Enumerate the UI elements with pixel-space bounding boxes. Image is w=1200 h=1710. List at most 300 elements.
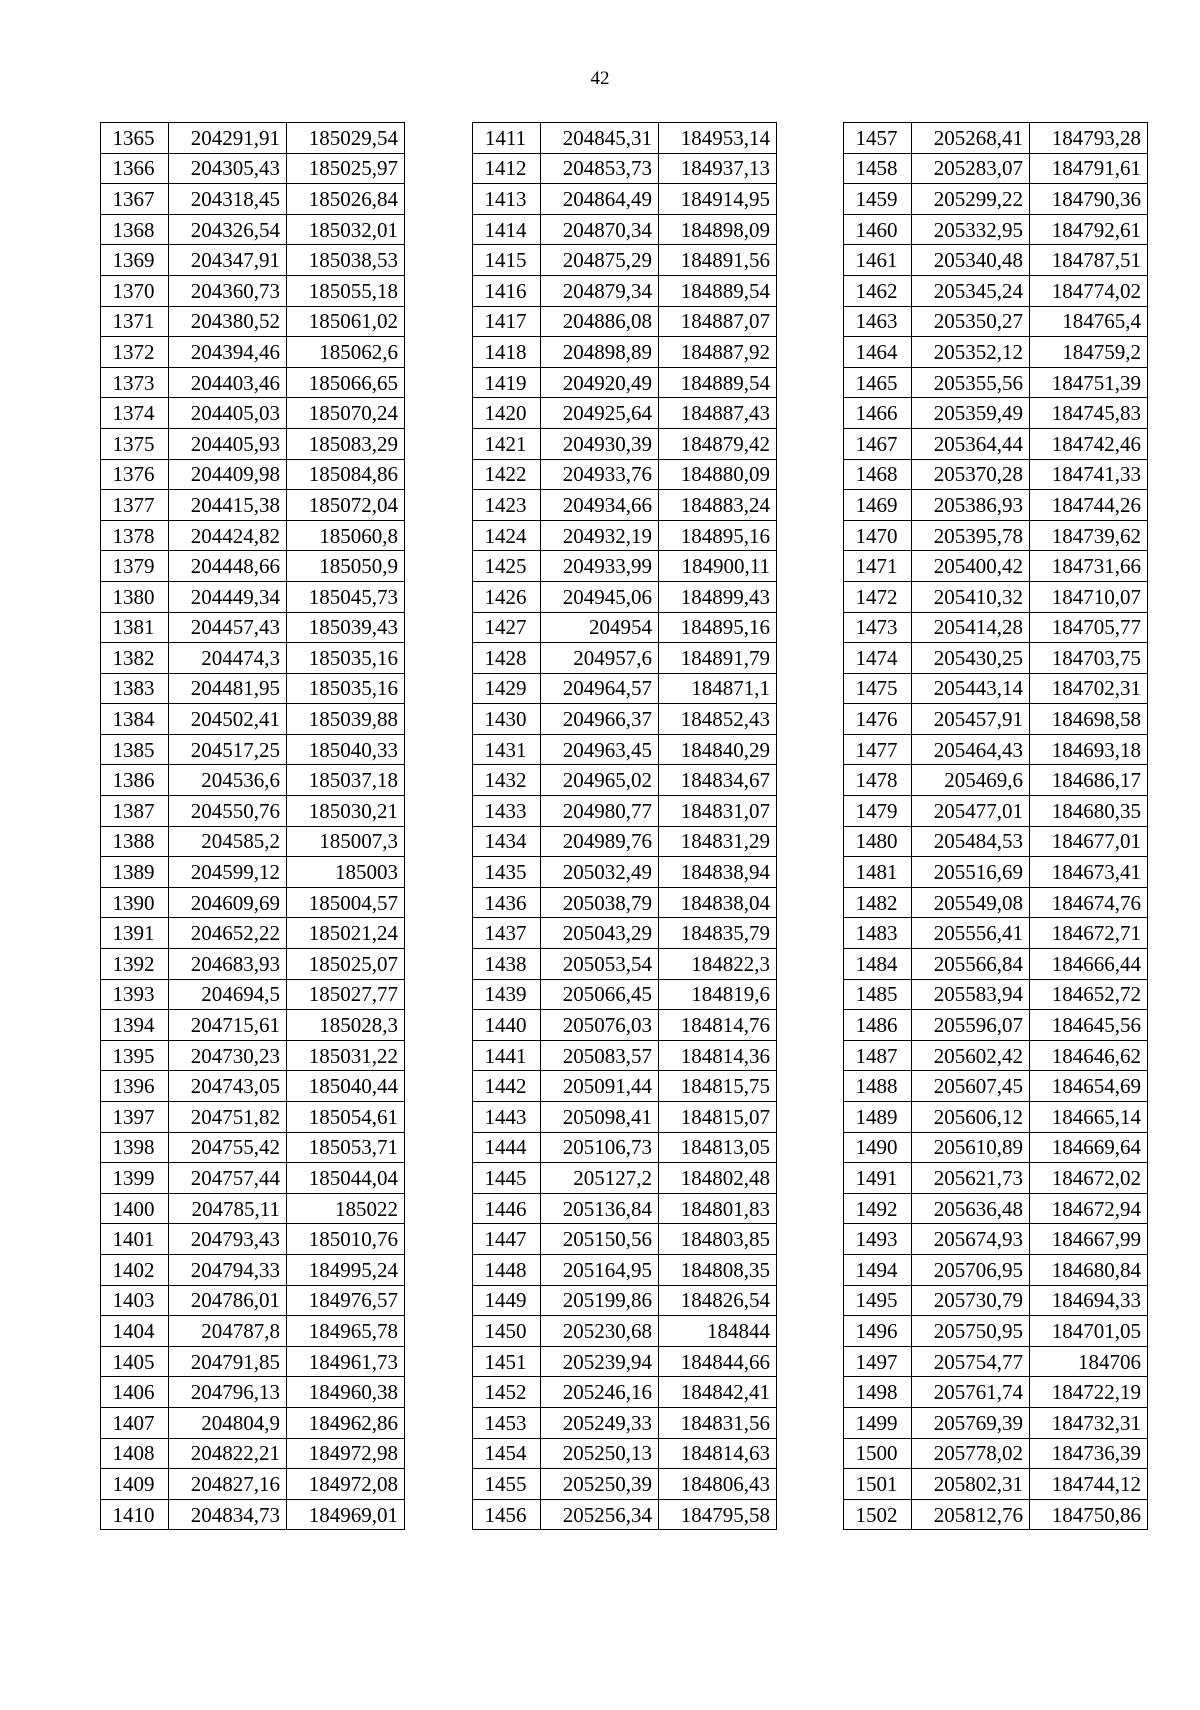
point-number-cell: 1490	[844, 1132, 912, 1163]
y-coordinate-cell: 184744,12	[1030, 1469, 1148, 1500]
x-coordinate-cell: 204517,25	[169, 734, 287, 765]
table-row	[101, 1499, 405, 1530]
y-coordinate-cell: 184871,1	[659, 673, 777, 704]
x-coordinate-cell: 205606,12	[912, 1102, 1030, 1133]
x-coordinate-cell: 204879,34	[541, 275, 659, 306]
table-row	[101, 1132, 405, 1163]
table-row	[844, 581, 1148, 612]
table-row	[473, 123, 777, 154]
table-row	[101, 1316, 405, 1347]
y-coordinate-cell: 185039,43	[287, 612, 405, 643]
x-coordinate-cell: 205674,93	[912, 1224, 1030, 1255]
y-coordinate-cell: 184842,41	[659, 1377, 777, 1408]
point-number-cell: 1486	[844, 1010, 912, 1041]
table-row	[473, 673, 777, 704]
y-coordinate-cell: 185027,77	[287, 979, 405, 1010]
y-coordinate-cell: 184645,56	[1030, 1010, 1148, 1041]
x-coordinate-cell: 204481,95	[169, 673, 287, 704]
point-number-cell: 1476	[844, 704, 912, 735]
table-row	[473, 887, 777, 918]
table-row	[101, 184, 405, 215]
y-coordinate-cell: 185028,3	[287, 1010, 405, 1041]
point-number-cell: 1377	[101, 490, 169, 521]
point-number-cell: 1471	[844, 551, 912, 582]
x-coordinate-cell: 205199,86	[541, 1285, 659, 1316]
y-coordinate-cell: 185026,84	[287, 184, 405, 215]
point-number-cell: 1414	[473, 214, 541, 245]
x-coordinate-cell: 205549,08	[912, 887, 1030, 918]
y-coordinate-cell: 184995,24	[287, 1254, 405, 1285]
table-row	[844, 1407, 1148, 1438]
table-row	[844, 1040, 1148, 1071]
y-coordinate-cell: 184891,79	[659, 643, 777, 674]
y-coordinate-cell: 184706	[1030, 1346, 1148, 1377]
y-coordinate-cell: 184666,44	[1030, 949, 1148, 980]
y-coordinate-cell: 184705,77	[1030, 612, 1148, 643]
y-coordinate-cell: 185004,57	[287, 887, 405, 918]
table-row	[844, 1499, 1148, 1530]
x-coordinate-cell: 205350,27	[912, 306, 1030, 337]
x-coordinate-cell: 205566,84	[912, 949, 1030, 980]
table-row	[473, 796, 777, 827]
point-number-cell: 1487	[844, 1040, 912, 1071]
table-row	[473, 612, 777, 643]
x-coordinate-cell: 205359,49	[912, 398, 1030, 429]
table-row	[101, 581, 405, 612]
table-row	[844, 1132, 1148, 1163]
table-row	[101, 979, 405, 1010]
table-row	[844, 306, 1148, 337]
y-coordinate-cell: 185035,16	[287, 673, 405, 704]
x-coordinate-cell: 205395,78	[912, 520, 1030, 551]
table-row	[844, 337, 1148, 368]
x-coordinate-cell: 204791,85	[169, 1346, 287, 1377]
point-number-cell: 1411	[473, 123, 541, 154]
point-number-cell: 1440	[473, 1010, 541, 1041]
y-coordinate-cell: 184694,33	[1030, 1285, 1148, 1316]
x-coordinate-cell: 204755,42	[169, 1132, 287, 1163]
point-number-cell: 1452	[473, 1377, 541, 1408]
point-number-cell: 1391	[101, 918, 169, 949]
point-number-cell: 1461	[844, 245, 912, 276]
table-row	[473, 245, 777, 276]
x-coordinate-cell: 204694,5	[169, 979, 287, 1010]
point-number-cell: 1408	[101, 1438, 169, 1469]
table-row	[101, 1071, 405, 1102]
point-number-cell: 1496	[844, 1316, 912, 1347]
point-number-cell: 1498	[844, 1377, 912, 1408]
x-coordinate-cell: 204822,21	[169, 1438, 287, 1469]
point-number-cell: 1483	[844, 918, 912, 949]
table-row	[473, 520, 777, 551]
table-row	[101, 643, 405, 674]
table-row	[844, 1346, 1148, 1377]
point-number-cell: 1371	[101, 306, 169, 337]
point-number-cell: 1393	[101, 979, 169, 1010]
point-number-cell: 1484	[844, 949, 912, 980]
y-coordinate-cell: 184953,14	[659, 123, 777, 154]
x-coordinate-cell: 205730,79	[912, 1285, 1030, 1316]
y-coordinate-cell: 184883,24	[659, 490, 777, 521]
table-row	[101, 949, 405, 980]
y-coordinate-cell: 184969,01	[287, 1499, 405, 1530]
point-number-cell: 1376	[101, 459, 169, 490]
x-coordinate-cell: 204305,43	[169, 153, 287, 184]
point-number-cell: 1450	[473, 1316, 541, 1347]
table-row	[101, 398, 405, 429]
y-coordinate-cell: 184844	[659, 1316, 777, 1347]
x-coordinate-cell: 204715,61	[169, 1010, 287, 1041]
x-coordinate-cell: 204804,9	[169, 1407, 287, 1438]
point-number-cell: 1415	[473, 245, 541, 276]
point-number-cell: 1466	[844, 398, 912, 429]
point-number-cell: 1386	[101, 765, 169, 796]
y-coordinate-cell: 184840,29	[659, 734, 777, 765]
table-row	[473, 490, 777, 521]
table-row	[844, 214, 1148, 245]
point-number-cell: 1367	[101, 184, 169, 215]
point-number-cell: 1451	[473, 1346, 541, 1377]
x-coordinate-cell: 204966,37	[541, 704, 659, 735]
y-coordinate-cell: 184898,09	[659, 214, 777, 245]
y-coordinate-cell: 184741,33	[1030, 459, 1148, 490]
table-row	[844, 979, 1148, 1010]
point-number-cell: 1399	[101, 1163, 169, 1194]
point-number-cell: 1387	[101, 796, 169, 827]
table-row	[101, 765, 405, 796]
table-row	[844, 1010, 1148, 1041]
y-coordinate-cell: 184831,56	[659, 1407, 777, 1438]
point-number-cell: 1394	[101, 1010, 169, 1041]
y-coordinate-cell: 184937,13	[659, 153, 777, 184]
point-number-cell: 1419	[473, 367, 541, 398]
y-coordinate-cell: 184665,14	[1030, 1102, 1148, 1133]
table-row	[473, 306, 777, 337]
x-coordinate-cell: 205299,22	[912, 184, 1030, 215]
y-coordinate-cell: 185021,24	[287, 918, 405, 949]
table-row	[844, 949, 1148, 980]
table-row	[473, 153, 777, 184]
x-coordinate-cell: 205098,41	[541, 1102, 659, 1133]
x-coordinate-cell: 204980,77	[541, 796, 659, 827]
coordinates-table-2	[472, 122, 777, 1530]
x-coordinate-cell: 204751,82	[169, 1102, 287, 1133]
table-row	[101, 887, 405, 918]
point-number-cell: 1441	[473, 1040, 541, 1071]
x-coordinate-cell: 204945,06	[541, 581, 659, 612]
y-coordinate-cell: 184972,08	[287, 1469, 405, 1500]
x-coordinate-cell: 204609,69	[169, 887, 287, 918]
point-number-cell: 1478	[844, 765, 912, 796]
table-row	[473, 704, 777, 735]
x-coordinate-cell: 205812,76	[912, 1499, 1030, 1530]
y-coordinate-cell: 184815,07	[659, 1102, 777, 1133]
y-coordinate-cell: 184806,43	[659, 1469, 777, 1500]
point-number-cell: 1432	[473, 765, 541, 796]
point-number-cell: 1405	[101, 1346, 169, 1377]
x-coordinate-cell: 205443,14	[912, 673, 1030, 704]
point-number-cell: 1398	[101, 1132, 169, 1163]
x-coordinate-cell: 204793,43	[169, 1224, 287, 1255]
table-row	[101, 734, 405, 765]
table-row	[844, 153, 1148, 184]
table-row	[473, 459, 777, 490]
table-row	[473, 1010, 777, 1041]
page-number: 42	[590, 68, 610, 89]
x-coordinate-cell: 205607,45	[912, 1071, 1030, 1102]
point-number-cell: 1502	[844, 1499, 912, 1530]
table-row	[101, 1224, 405, 1255]
y-coordinate-cell: 184801,83	[659, 1193, 777, 1224]
y-coordinate-cell: 184813,05	[659, 1132, 777, 1163]
point-number-cell: 1449	[473, 1285, 541, 1316]
x-coordinate-cell: 204834,73	[169, 1499, 287, 1530]
point-number-cell: 1453	[473, 1407, 541, 1438]
x-coordinate-cell: 205754,77	[912, 1346, 1030, 1377]
x-coordinate-cell: 205769,39	[912, 1407, 1030, 1438]
y-coordinate-cell: 184774,02	[1030, 275, 1148, 306]
table-row	[101, 1469, 405, 1500]
table-row	[844, 643, 1148, 674]
y-coordinate-cell: 185084,86	[287, 459, 405, 490]
point-number-cell: 1474	[844, 643, 912, 674]
x-coordinate-cell: 205400,42	[912, 551, 1030, 582]
point-number-cell: 1416	[473, 275, 541, 306]
y-coordinate-cell: 184751,39	[1030, 367, 1148, 398]
x-coordinate-cell: 204957,6	[541, 643, 659, 674]
point-number-cell: 1501	[844, 1469, 912, 1500]
x-coordinate-cell: 205239,94	[541, 1346, 659, 1377]
table-row	[101, 490, 405, 521]
point-number-cell: 1462	[844, 275, 912, 306]
y-coordinate-cell: 184838,04	[659, 887, 777, 918]
x-coordinate-cell: 204326,54	[169, 214, 287, 245]
x-coordinate-cell: 205256,34	[541, 1499, 659, 1530]
y-coordinate-cell: 184972,98	[287, 1438, 405, 1469]
x-coordinate-cell: 205516,69	[912, 857, 1030, 888]
point-number-cell: 1423	[473, 490, 541, 521]
y-coordinate-cell: 184834,67	[659, 765, 777, 796]
point-number-cell: 1445	[473, 1163, 541, 1194]
y-coordinate-cell: 184791,61	[1030, 153, 1148, 184]
point-number-cell: 1458	[844, 153, 912, 184]
point-number-cell: 1467	[844, 428, 912, 459]
y-coordinate-cell: 184672,71	[1030, 918, 1148, 949]
x-coordinate-cell: 205249,33	[541, 1407, 659, 1438]
x-coordinate-cell: 204449,34	[169, 581, 287, 612]
point-number-cell: 1448	[473, 1254, 541, 1285]
point-number-cell: 1424	[473, 520, 541, 551]
y-coordinate-cell: 184744,26	[1030, 490, 1148, 521]
x-coordinate-cell: 204683,93	[169, 949, 287, 980]
x-coordinate-cell: 204360,73	[169, 275, 287, 306]
table-row	[101, 1346, 405, 1377]
x-coordinate-cell: 205053,54	[541, 949, 659, 980]
y-coordinate-cell: 185066,65	[287, 367, 405, 398]
x-coordinate-cell: 204925,64	[541, 398, 659, 429]
point-number-cell: 1442	[473, 1071, 541, 1102]
x-coordinate-cell: 204786,01	[169, 1285, 287, 1316]
point-number-cell: 1435	[473, 857, 541, 888]
table-row	[473, 1469, 777, 1500]
table-row	[844, 459, 1148, 490]
y-coordinate-cell: 184838,94	[659, 857, 777, 888]
x-coordinate-cell: 204599,12	[169, 857, 287, 888]
table-row	[473, 1407, 777, 1438]
x-coordinate-cell: 205283,07	[912, 153, 1030, 184]
point-number-cell: 1495	[844, 1285, 912, 1316]
table-row	[844, 1102, 1148, 1133]
table-row	[473, 918, 777, 949]
x-coordinate-cell: 204845,31	[541, 123, 659, 154]
x-coordinate-cell: 204932,19	[541, 520, 659, 551]
y-coordinate-cell: 184674,76	[1030, 887, 1148, 918]
y-coordinate-cell: 184895,16	[659, 520, 777, 551]
point-number-cell: 1437	[473, 918, 541, 949]
table-row	[473, 1071, 777, 1102]
point-number-cell: 1417	[473, 306, 541, 337]
point-number-cell: 1470	[844, 520, 912, 551]
point-number-cell: 1427	[473, 612, 541, 643]
y-coordinate-cell: 184835,79	[659, 918, 777, 949]
y-coordinate-cell: 185007,3	[287, 826, 405, 857]
point-number-cell: 1395	[101, 1040, 169, 1071]
table-row	[101, 1377, 405, 1408]
point-number-cell: 1401	[101, 1224, 169, 1255]
point-number-cell: 1383	[101, 673, 169, 704]
y-coordinate-cell: 185070,24	[287, 398, 405, 429]
x-coordinate-cell: 205556,41	[912, 918, 1030, 949]
point-number-cell: 1396	[101, 1071, 169, 1102]
point-number-cell: 1457	[844, 123, 912, 154]
point-number-cell: 1455	[473, 1469, 541, 1500]
x-coordinate-cell: 204457,43	[169, 612, 287, 643]
point-number-cell: 1385	[101, 734, 169, 765]
table-row	[473, 1193, 777, 1224]
table-row	[844, 918, 1148, 949]
x-coordinate-cell: 204796,13	[169, 1377, 287, 1408]
point-number-cell: 1497	[844, 1346, 912, 1377]
point-number-cell: 1375	[101, 428, 169, 459]
y-coordinate-cell: 184703,75	[1030, 643, 1148, 674]
table-row	[844, 1438, 1148, 1469]
table-row	[844, 1163, 1148, 1194]
x-coordinate-cell: 204585,2	[169, 826, 287, 857]
table-row	[844, 796, 1148, 827]
table-row	[844, 612, 1148, 643]
x-coordinate-cell: 204536,6	[169, 765, 287, 796]
table-row	[473, 551, 777, 582]
x-coordinate-cell: 204318,45	[169, 184, 287, 215]
table-row	[101, 612, 405, 643]
y-coordinate-cell: 185040,44	[287, 1071, 405, 1102]
x-coordinate-cell: 204965,02	[541, 765, 659, 796]
table-row	[101, 1438, 405, 1469]
table-row	[101, 459, 405, 490]
y-coordinate-cell: 184795,58	[659, 1499, 777, 1530]
table-row	[844, 367, 1148, 398]
y-coordinate-cell: 184673,41	[1030, 857, 1148, 888]
y-coordinate-cell: 185060,8	[287, 520, 405, 551]
table-row	[473, 1346, 777, 1377]
x-coordinate-cell: 205083,57	[541, 1040, 659, 1071]
table-row	[473, 1132, 777, 1163]
y-coordinate-cell: 184698,58	[1030, 704, 1148, 735]
table-row	[473, 1499, 777, 1530]
point-number-cell: 1382	[101, 643, 169, 674]
table-row	[473, 1224, 777, 1255]
y-coordinate-cell: 184814,63	[659, 1438, 777, 1469]
point-number-cell: 1381	[101, 612, 169, 643]
y-coordinate-cell: 184693,18	[1030, 734, 1148, 765]
table-row	[101, 1040, 405, 1071]
table-row	[844, 1193, 1148, 1224]
x-coordinate-cell: 205430,25	[912, 643, 1030, 674]
point-number-cell: 1468	[844, 459, 912, 490]
point-number-cell: 1404	[101, 1316, 169, 1347]
point-number-cell: 1390	[101, 887, 169, 918]
table-row	[101, 367, 405, 398]
y-coordinate-cell: 185054,61	[287, 1102, 405, 1133]
table-row	[844, 245, 1148, 276]
point-number-cell: 1430	[473, 704, 541, 735]
table-row	[101, 520, 405, 551]
point-number-cell: 1366	[101, 153, 169, 184]
table-row	[473, 398, 777, 429]
y-coordinate-cell: 184742,46	[1030, 428, 1148, 459]
point-number-cell: 1420	[473, 398, 541, 429]
x-coordinate-cell: 205364,44	[912, 428, 1030, 459]
x-coordinate-cell: 204502,41	[169, 704, 287, 735]
y-coordinate-cell: 184900,11	[659, 551, 777, 582]
y-coordinate-cell: 184880,09	[659, 459, 777, 490]
table-row	[101, 153, 405, 184]
point-number-cell: 1500	[844, 1438, 912, 1469]
table-row	[101, 337, 405, 368]
point-number-cell: 1368	[101, 214, 169, 245]
y-coordinate-cell: 184732,31	[1030, 1407, 1148, 1438]
x-coordinate-cell: 205250,13	[541, 1438, 659, 1469]
x-coordinate-cell: 205355,56	[912, 367, 1030, 398]
y-coordinate-cell: 185072,04	[287, 490, 405, 521]
x-coordinate-cell: 205602,42	[912, 1040, 1030, 1071]
point-number-cell: 1372	[101, 337, 169, 368]
y-coordinate-cell: 184960,38	[287, 1377, 405, 1408]
y-coordinate-cell: 185050,9	[287, 551, 405, 582]
point-number-cell: 1413	[473, 184, 541, 215]
y-coordinate-cell: 184803,85	[659, 1224, 777, 1255]
x-coordinate-cell: 204403,46	[169, 367, 287, 398]
point-number-cell: 1485	[844, 979, 912, 1010]
y-coordinate-cell: 184790,36	[1030, 184, 1148, 215]
y-coordinate-cell: 184702,31	[1030, 673, 1148, 704]
table-row	[101, 673, 405, 704]
point-number-cell: 1378	[101, 520, 169, 551]
y-coordinate-cell: 184686,17	[1030, 765, 1148, 796]
y-coordinate-cell: 184815,75	[659, 1071, 777, 1102]
point-number-cell: 1475	[844, 673, 912, 704]
x-coordinate-cell: 205066,45	[541, 979, 659, 1010]
table-row	[473, 1254, 777, 1285]
table-row	[101, 1163, 405, 1194]
table-row	[473, 857, 777, 888]
table-row	[473, 1285, 777, 1316]
point-number-cell: 1429	[473, 673, 541, 704]
y-coordinate-cell: 184793,28	[1030, 123, 1148, 154]
point-number-cell: 1454	[473, 1438, 541, 1469]
table-row	[844, 1469, 1148, 1500]
x-coordinate-cell: 205352,12	[912, 337, 1030, 368]
